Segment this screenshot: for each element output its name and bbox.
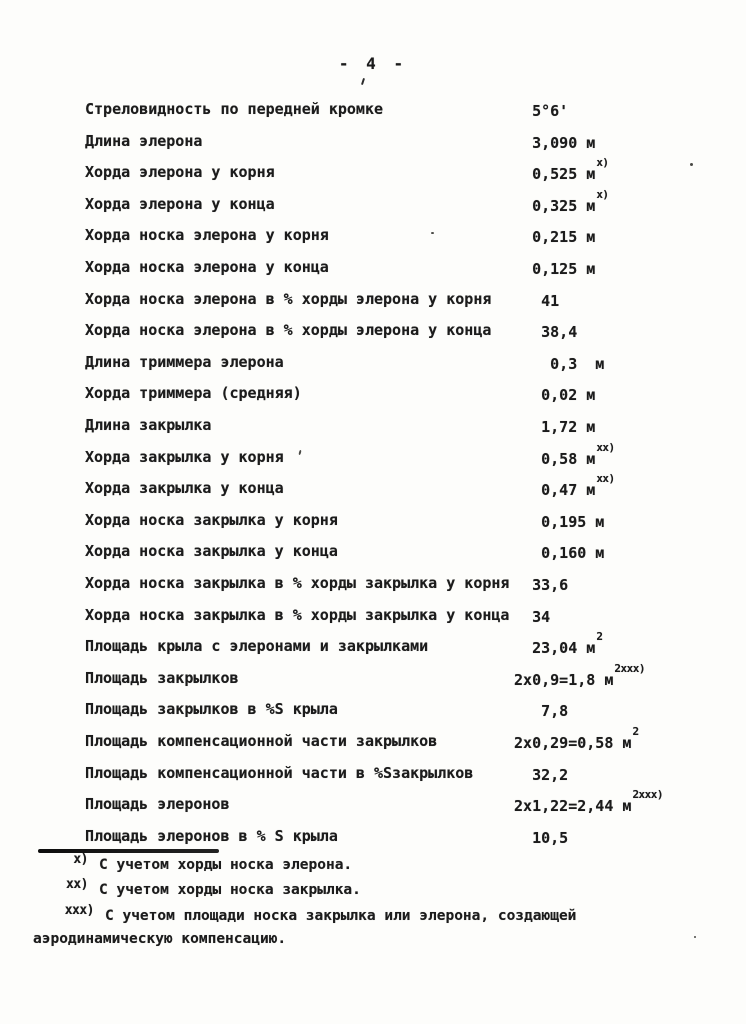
spec-row	[0, 416, 746, 442]
spec-label: Площадь закрылков в %S крыла	[85, 700, 338, 719]
spec-row	[0, 321, 746, 347]
spec-label: Хорда элерона у корня	[85, 163, 275, 182]
spec-value-text: 3,090 м	[505, 133, 596, 152]
spec-row	[0, 384, 746, 410]
spec-value	[505, 472, 615, 500]
spec-row	[0, 472, 746, 505]
spec-label: Хорда носка закрылка в % хорды закрылка у корня	[85, 574, 510, 592]
spec-label: Хорда носка элерона в % хорды элерона у конца	[85, 321, 492, 340]
spec-value	[505, 725, 639, 752]
spec-label: Хорда носка элерона у конца	[85, 258, 329, 276]
spec-value	[505, 132, 596, 152]
spec-label: Длина триммера элерона	[85, 352, 284, 371]
footnote-text: С учетом хорды носка закрылка.	[99, 882, 361, 898]
footnote-marker: xx)	[66, 877, 88, 892]
spec-value-text: 41	[505, 291, 560, 310]
spec-footnote-marker: x)	[596, 187, 609, 201]
spec-label: Площадь элеронов в % S крыла	[85, 826, 338, 845]
spec-value-text: 5°6'	[505, 102, 569, 120]
spec-value	[505, 440, 615, 468]
spec-row	[0, 353, 746, 379]
spec-label: Длина элерона	[85, 131, 203, 150]
spec-row	[0, 440, 746, 474]
spec-label: Стреловидность по передней кромке	[85, 100, 384, 118]
spec-row	[0, 542, 746, 568]
spec-value-text: 38,4	[505, 323, 578, 342]
footnote-xxx-line2: аэродинамическую компенсацию.	[33, 931, 287, 947]
spec-row	[0, 574, 746, 600]
spec-value	[505, 187, 609, 215]
spec-value-text: 0,47 м	[505, 481, 596, 500]
spec-row	[0, 764, 746, 790]
spec-value	[505, 226, 596, 246]
spec-value	[505, 321, 578, 341]
spec-label: Площадь компенсационной части в %Sзакрылков	[85, 763, 474, 782]
spec-value	[505, 258, 596, 278]
spec-value	[505, 700, 569, 720]
spec-label: Хорда носка закрылка у корня	[85, 510, 338, 529]
spec-row	[0, 700, 746, 726]
footnote-marker: x)	[73, 852, 88, 867]
spec-value-text: 7,8	[505, 702, 569, 721]
spec-label: Хорда элерона у конца	[85, 194, 275, 213]
spec-value	[505, 827, 569, 847]
scan-speck	[690, 163, 693, 166]
spec-value-text: 0,525 м	[505, 165, 596, 184]
spec-label: Площадь элеронов	[85, 795, 230, 814]
spec-value	[505, 574, 569, 594]
spec-value	[505, 353, 605, 373]
scan-artifact-tick	[361, 78, 365, 85]
spec-footnote-marker: xx)	[596, 472, 615, 486]
spec-footnote-marker: xx)	[596, 440, 615, 454]
spec-value	[505, 290, 560, 310]
spec-value-text: 0,3 м	[505, 354, 605, 373]
scan-speck	[694, 936, 696, 938]
spec-footnote-marker: 2	[596, 630, 603, 644]
spec-label: Хорда носка закрылка в % хорды закрылка у конца	[85, 605, 510, 624]
spec-value	[505, 630, 603, 658]
spec-value-text: 0,160 м	[505, 544, 605, 563]
spec-value-text: 2x1,22=2,44 м	[505, 797, 632, 816]
spec-row	[0, 290, 746, 316]
spec-value-text: 2x0,9=1,8 м	[505, 670, 614, 689]
spec-footnote-marker: 2	[632, 725, 639, 738]
spec-row	[0, 100, 746, 126]
spec-footnote-marker: 2xxx)	[614, 661, 645, 675]
spec-value-text: 2x0,29=0,58 м	[505, 734, 632, 752]
spec-value-text: 34	[505, 607, 551, 626]
spec-row	[0, 156, 746, 189]
spec-label: Площадь компенсационной части закрылков	[85, 732, 438, 750]
spec-row	[0, 258, 746, 284]
spec-label: Хорда носка элерона в % хорды элерона у корня	[85, 289, 492, 308]
spec-label: Хорда носка закрылка у конца	[85, 542, 338, 561]
spec-value	[505, 788, 664, 816]
spec-value	[505, 100, 569, 120]
footnote-marker: xxx)	[64, 903, 94, 918]
spec-label: Площадь закрылков	[85, 668, 239, 687]
spec-value-text: 10,5	[505, 828, 569, 847]
spec-value	[505, 511, 605, 531]
spec-value	[505, 384, 596, 404]
spec-label: Хорда носка элерона у корня	[85, 226, 329, 245]
spec-value-text: 0,125 м	[505, 260, 596, 278]
footnote-text: С учетом площади носка закрылка или элерона, создающей	[105, 908, 577, 924]
spec-label: Хорда закрылка у конца	[85, 479, 284, 498]
spec-row	[0, 661, 746, 695]
spec-value-text: 0,58 м	[505, 449, 596, 468]
spec-value	[505, 606, 551, 626]
spec-footnote-marker: x)	[596, 156, 609, 170]
spec-label: Хорда триммера (средняя)	[85, 384, 302, 403]
spec-label: Хорда закрылка у корня	[85, 447, 284, 466]
spec-row	[0, 226, 746, 252]
spec-value-text: 0,215 м	[505, 228, 596, 247]
spec-row	[0, 725, 746, 758]
spec-row	[0, 132, 746, 158]
spec-row	[0, 511, 746, 537]
spec-footnote-marker: 2xxx)	[632, 788, 664, 802]
spec-value-text: 0,195 м	[505, 512, 605, 531]
spec-value-text: 0,325 м	[505, 196, 596, 215]
footnote	[38, 903, 577, 924]
spec-label: Площадь крыла с элеронами и закрылками	[85, 637, 429, 656]
footnote	[38, 852, 353, 873]
footnote	[38, 877, 361, 898]
spec-value-text: 32,2	[505, 765, 569, 784]
scan-speck	[431, 232, 434, 234]
spec-value	[505, 764, 569, 784]
spec-label: Длина закрылка	[85, 416, 212, 434]
spec-row	[0, 630, 746, 663]
spec-value-text: 0,02 м	[505, 386, 596, 405]
spec-value	[505, 156, 609, 184]
spec-value-text: 1,72 м	[505, 418, 596, 436]
spec-value	[505, 661, 645, 689]
footnote-text: С учетом хорды носка элерона.	[99, 857, 353, 873]
spec-row	[0, 788, 746, 821]
spec-value	[505, 542, 605, 562]
spec-row	[0, 187, 746, 221]
spec-value-text: 33,6	[505, 576, 569, 594]
spec-value	[505, 416, 596, 436]
page-number: - 4 -	[338, 54, 408, 73]
spec-row	[0, 606, 746, 632]
spec-value-text: 23,04 м	[505, 639, 596, 658]
